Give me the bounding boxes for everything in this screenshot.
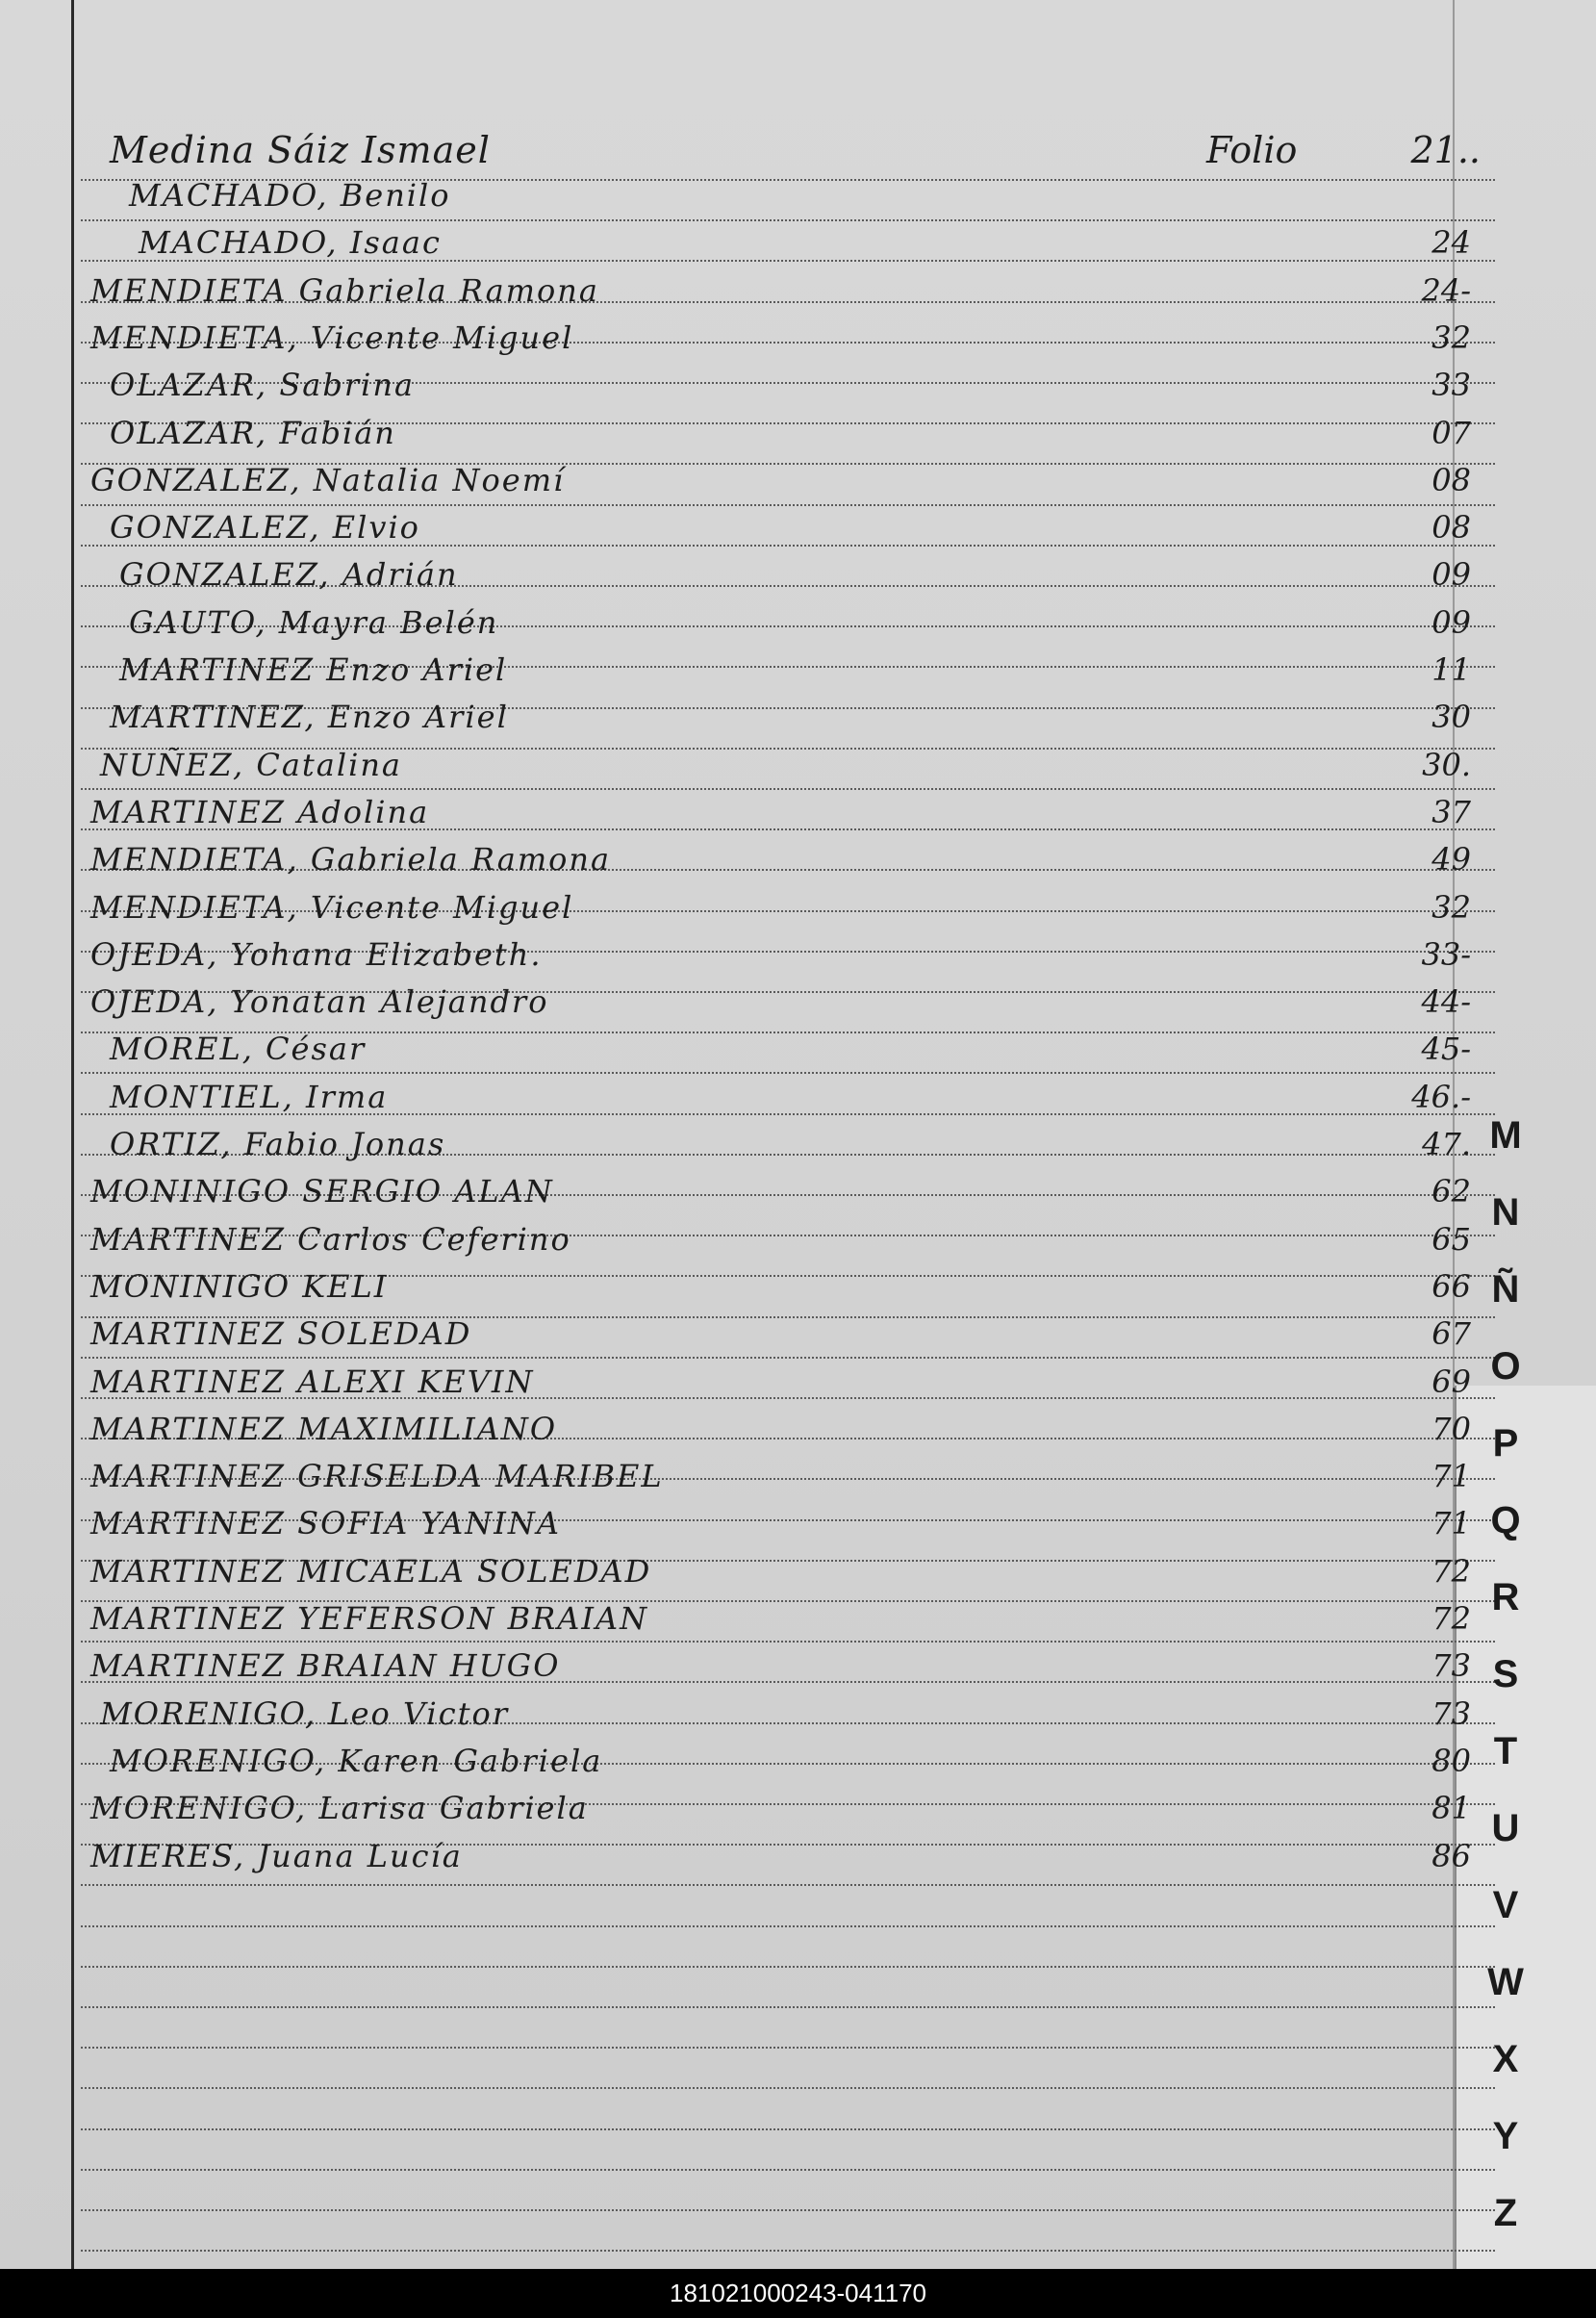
ruled-line [81, 2250, 1495, 2252]
entry-folio: 73 [1431, 1647, 1471, 1684]
list-item [81, 983, 1495, 1026]
ruled-line [81, 1925, 1495, 1927]
entry-name: MARTINEZ SOLEDAD [90, 1315, 472, 1352]
index-tab-letter[interactable]: Y [1492, 2115, 1519, 2157]
entry-name: GONZALEZ, Elvio [110, 509, 420, 546]
entry-name: MARTINEZ Enzo Ariel [119, 651, 508, 688]
index-tab-letter[interactable]: V [1492, 1884, 1519, 1926]
entry-name: MENDIETA, Vicente Miguel [90, 889, 574, 926]
entry-folio: 08 [1431, 509, 1471, 546]
ruled-line [81, 1966, 1495, 1968]
entry-name: MONINIGO KELI [90, 1268, 389, 1305]
list-item [81, 889, 1495, 931]
header-folio-number: 21.. [1410, 129, 1481, 171]
entry-name: MARTINEZ MAXIMILIANO [90, 1411, 558, 1447]
entry-folio: 24 [1431, 224, 1471, 261]
list-item [81, 1600, 1495, 1643]
index-tab-letter[interactable]: U [1491, 1807, 1520, 1849]
index-tab-letter[interactable]: T [1493, 1730, 1518, 1772]
margin-line [71, 0, 74, 2269]
list-item [81, 1079, 1495, 1121]
list-item [81, 272, 1495, 315]
entry-name: OJEDA, Yohana Elizabeth. [90, 936, 543, 973]
entry-name: MARTINEZ GRISELDA MARIBEL [90, 1458, 664, 1494]
entry-folio: 09 [1431, 604, 1471, 641]
index-tab-letter[interactable]: S [1492, 1653, 1519, 1695]
entry-folio: 73 [1431, 1695, 1471, 1732]
list-item [81, 1505, 1495, 1547]
list-item [81, 1126, 1495, 1168]
ruled-line [81, 2169, 1495, 2171]
entry-name: MOREL, César [110, 1031, 367, 1067]
entry-name: OLAZAR, Sabrina [110, 367, 416, 403]
entry-folio: 30 [1431, 699, 1471, 735]
index-tab-letter[interactable]: Q [1490, 1499, 1521, 1541]
index-tab-letter[interactable]: O [1490, 1345, 1521, 1388]
alphabet-index [1472, 1097, 1539, 2234]
list-item [81, 699, 1495, 741]
list-item [81, 1695, 1495, 1738]
entry-name: NUÑEZ, Catalina [100, 747, 402, 783]
entry-folio: 46.- [1411, 1079, 1471, 1115]
list-item [81, 1838, 1495, 1880]
list-item [81, 415, 1495, 457]
entry-folio: 81 [1431, 1790, 1471, 1826]
entry-folio: 69 [1431, 1363, 1471, 1400]
list-item [81, 1743, 1495, 1785]
index-tab-letter[interactable]: X [1492, 2038, 1519, 2080]
header-name: Medina Sáiz Ismael [110, 129, 491, 171]
ruled-line [81, 219, 1495, 221]
entry-name: MENDIETA Gabriela Ramona [90, 272, 599, 309]
list-item [81, 604, 1495, 647]
entry-folio: 65 [1431, 1221, 1471, 1258]
index-tab-letter[interactable]: R [1491, 1576, 1520, 1618]
list-item [81, 556, 1495, 599]
entry-folio: 11 [1431, 651, 1471, 688]
ruled-line [81, 2209, 1495, 2211]
index-tab-letter[interactable]: P [1492, 1422, 1519, 1465]
entry-folio: 47. [1422, 1126, 1471, 1162]
entry-name: GONZALEZ, Natalia Noemí [90, 462, 566, 498]
entry-name: OJEDA, Yonatan Alejandro [90, 983, 549, 1020]
entry-folio: 67 [1431, 1315, 1471, 1352]
entry-name: MARTINEZ, Enzo Ariel [110, 699, 509, 735]
entry-name: MARTINEZ SOFIA YANINA [90, 1505, 561, 1541]
entry-folio: 32 [1431, 319, 1471, 356]
list-item [81, 177, 1495, 219]
entry-name: MENDIETA, Vicente Miguel [90, 319, 574, 356]
list-item [81, 1031, 1495, 1073]
list-item [81, 747, 1495, 789]
document-code: 181021000243-041170 [669, 2279, 926, 2307]
entry-folio: 66 [1431, 1268, 1471, 1305]
entry-name: ORTIZ, Fabio Jonas [110, 1126, 446, 1162]
list-item [81, 841, 1495, 883]
list-item [81, 794, 1495, 836]
entry-folio: 09 [1431, 556, 1471, 593]
entry-name: MONINIGO SERGIO ALAN [90, 1173, 554, 1210]
index-tab-letter[interactable]: Z [1493, 2192, 1518, 2234]
index-tab-letter[interactable]: M [1489, 1114, 1522, 1157]
list-item [81, 1553, 1495, 1595]
ruled-line [81, 2128, 1495, 2130]
entry-name: MARTINEZ YEFERSON BRAIAN [90, 1600, 649, 1637]
ruled-line [81, 2047, 1495, 2049]
entry-folio: 62 [1431, 1173, 1471, 1210]
entry-name: MARTINEZ MICAELA SOLEDAD [90, 1553, 652, 1590]
entry-folio: 72 [1431, 1600, 1471, 1637]
entry-folio: 08 [1431, 462, 1471, 498]
entry-folio: 86 [1431, 1838, 1471, 1874]
entry-folio: 71 [1431, 1505, 1471, 1541]
entry-name: MACHADO, Isaac [139, 224, 442, 261]
list-item [81, 1173, 1495, 1215]
entry-name: GONZALEZ, Adrián [119, 556, 459, 593]
entry-name: MARTINEZ BRAIAN HUGO [90, 1647, 561, 1684]
list-item [81, 1458, 1495, 1500]
entry-folio: 72 [1431, 1553, 1471, 1590]
folio-label: Folio [1206, 129, 1298, 171]
entry-folio: 33- [1421, 936, 1471, 973]
entry-folio: 32 [1431, 889, 1471, 926]
list-item [81, 651, 1495, 694]
entry-folio: 33 [1431, 367, 1471, 403]
index-tab-letter[interactable]: W [1487, 1961, 1524, 2003]
entry-name: MORENIGO, Leo Victor [100, 1695, 510, 1732]
entry-folio: 71 [1431, 1458, 1471, 1494]
index-tab-letter[interactable]: Ñ [1491, 1268, 1520, 1311]
header-row [81, 129, 1495, 177]
ruled-line [81, 504, 1495, 506]
entry-name: MIERES, Juana Lucía [90, 1838, 463, 1874]
entry-folio: 45- [1421, 1031, 1471, 1067]
entry-name: MACHADO, Benilo [129, 177, 451, 214]
entry-name: MARTINEZ Adolina [90, 794, 430, 830]
entry-name: MENDIETA, Gabriela Ramona [90, 841, 612, 878]
list-item [81, 462, 1495, 504]
entry-folio: 44- [1421, 983, 1471, 1020]
list-item [81, 1647, 1495, 1690]
ruled-line [81, 2087, 1495, 2089]
entry-name: MORENIGO, Karen Gabriela [110, 1743, 603, 1779]
footer-bar [0, 2269, 1596, 2318]
entry-folio: 07 [1431, 415, 1471, 451]
entry-name: MONTIEL, Irma [110, 1079, 389, 1115]
entry-folio: 70 [1431, 1411, 1471, 1447]
list-item [81, 1315, 1495, 1358]
entry-name: OLAZAR, Fabián [110, 415, 396, 451]
entry-name: MORENIGO, Larisa Gabriela [90, 1790, 589, 1826]
list-item [81, 224, 1495, 267]
entry-folio: 37 [1431, 794, 1471, 830]
list-item [81, 1268, 1495, 1311]
list-item [81, 1363, 1495, 1406]
list-item [81, 936, 1495, 979]
index-tab-letter[interactable]: N [1491, 1191, 1520, 1234]
entry-folio: 49 [1431, 841, 1471, 878]
entry-folio: 24- [1421, 272, 1471, 309]
list-item [81, 1790, 1495, 1832]
list-item [81, 1411, 1495, 1453]
entry-folio: 80 [1431, 1743, 1471, 1779]
list-item [81, 367, 1495, 409]
ruled-line [81, 2006, 1495, 2008]
entry-name: MARTINEZ Carlos Ceferino [90, 1221, 571, 1258]
entry-name: MARTINEZ ALEXI KEVIN [90, 1363, 535, 1400]
entry-name: GAUTO, Mayra Belén [129, 604, 499, 641]
list-item [81, 509, 1495, 551]
entry-folio: 30. [1422, 747, 1471, 783]
list-item [81, 1221, 1495, 1263]
list-item [81, 319, 1495, 362]
ruled-line [81, 1884, 1495, 1886]
